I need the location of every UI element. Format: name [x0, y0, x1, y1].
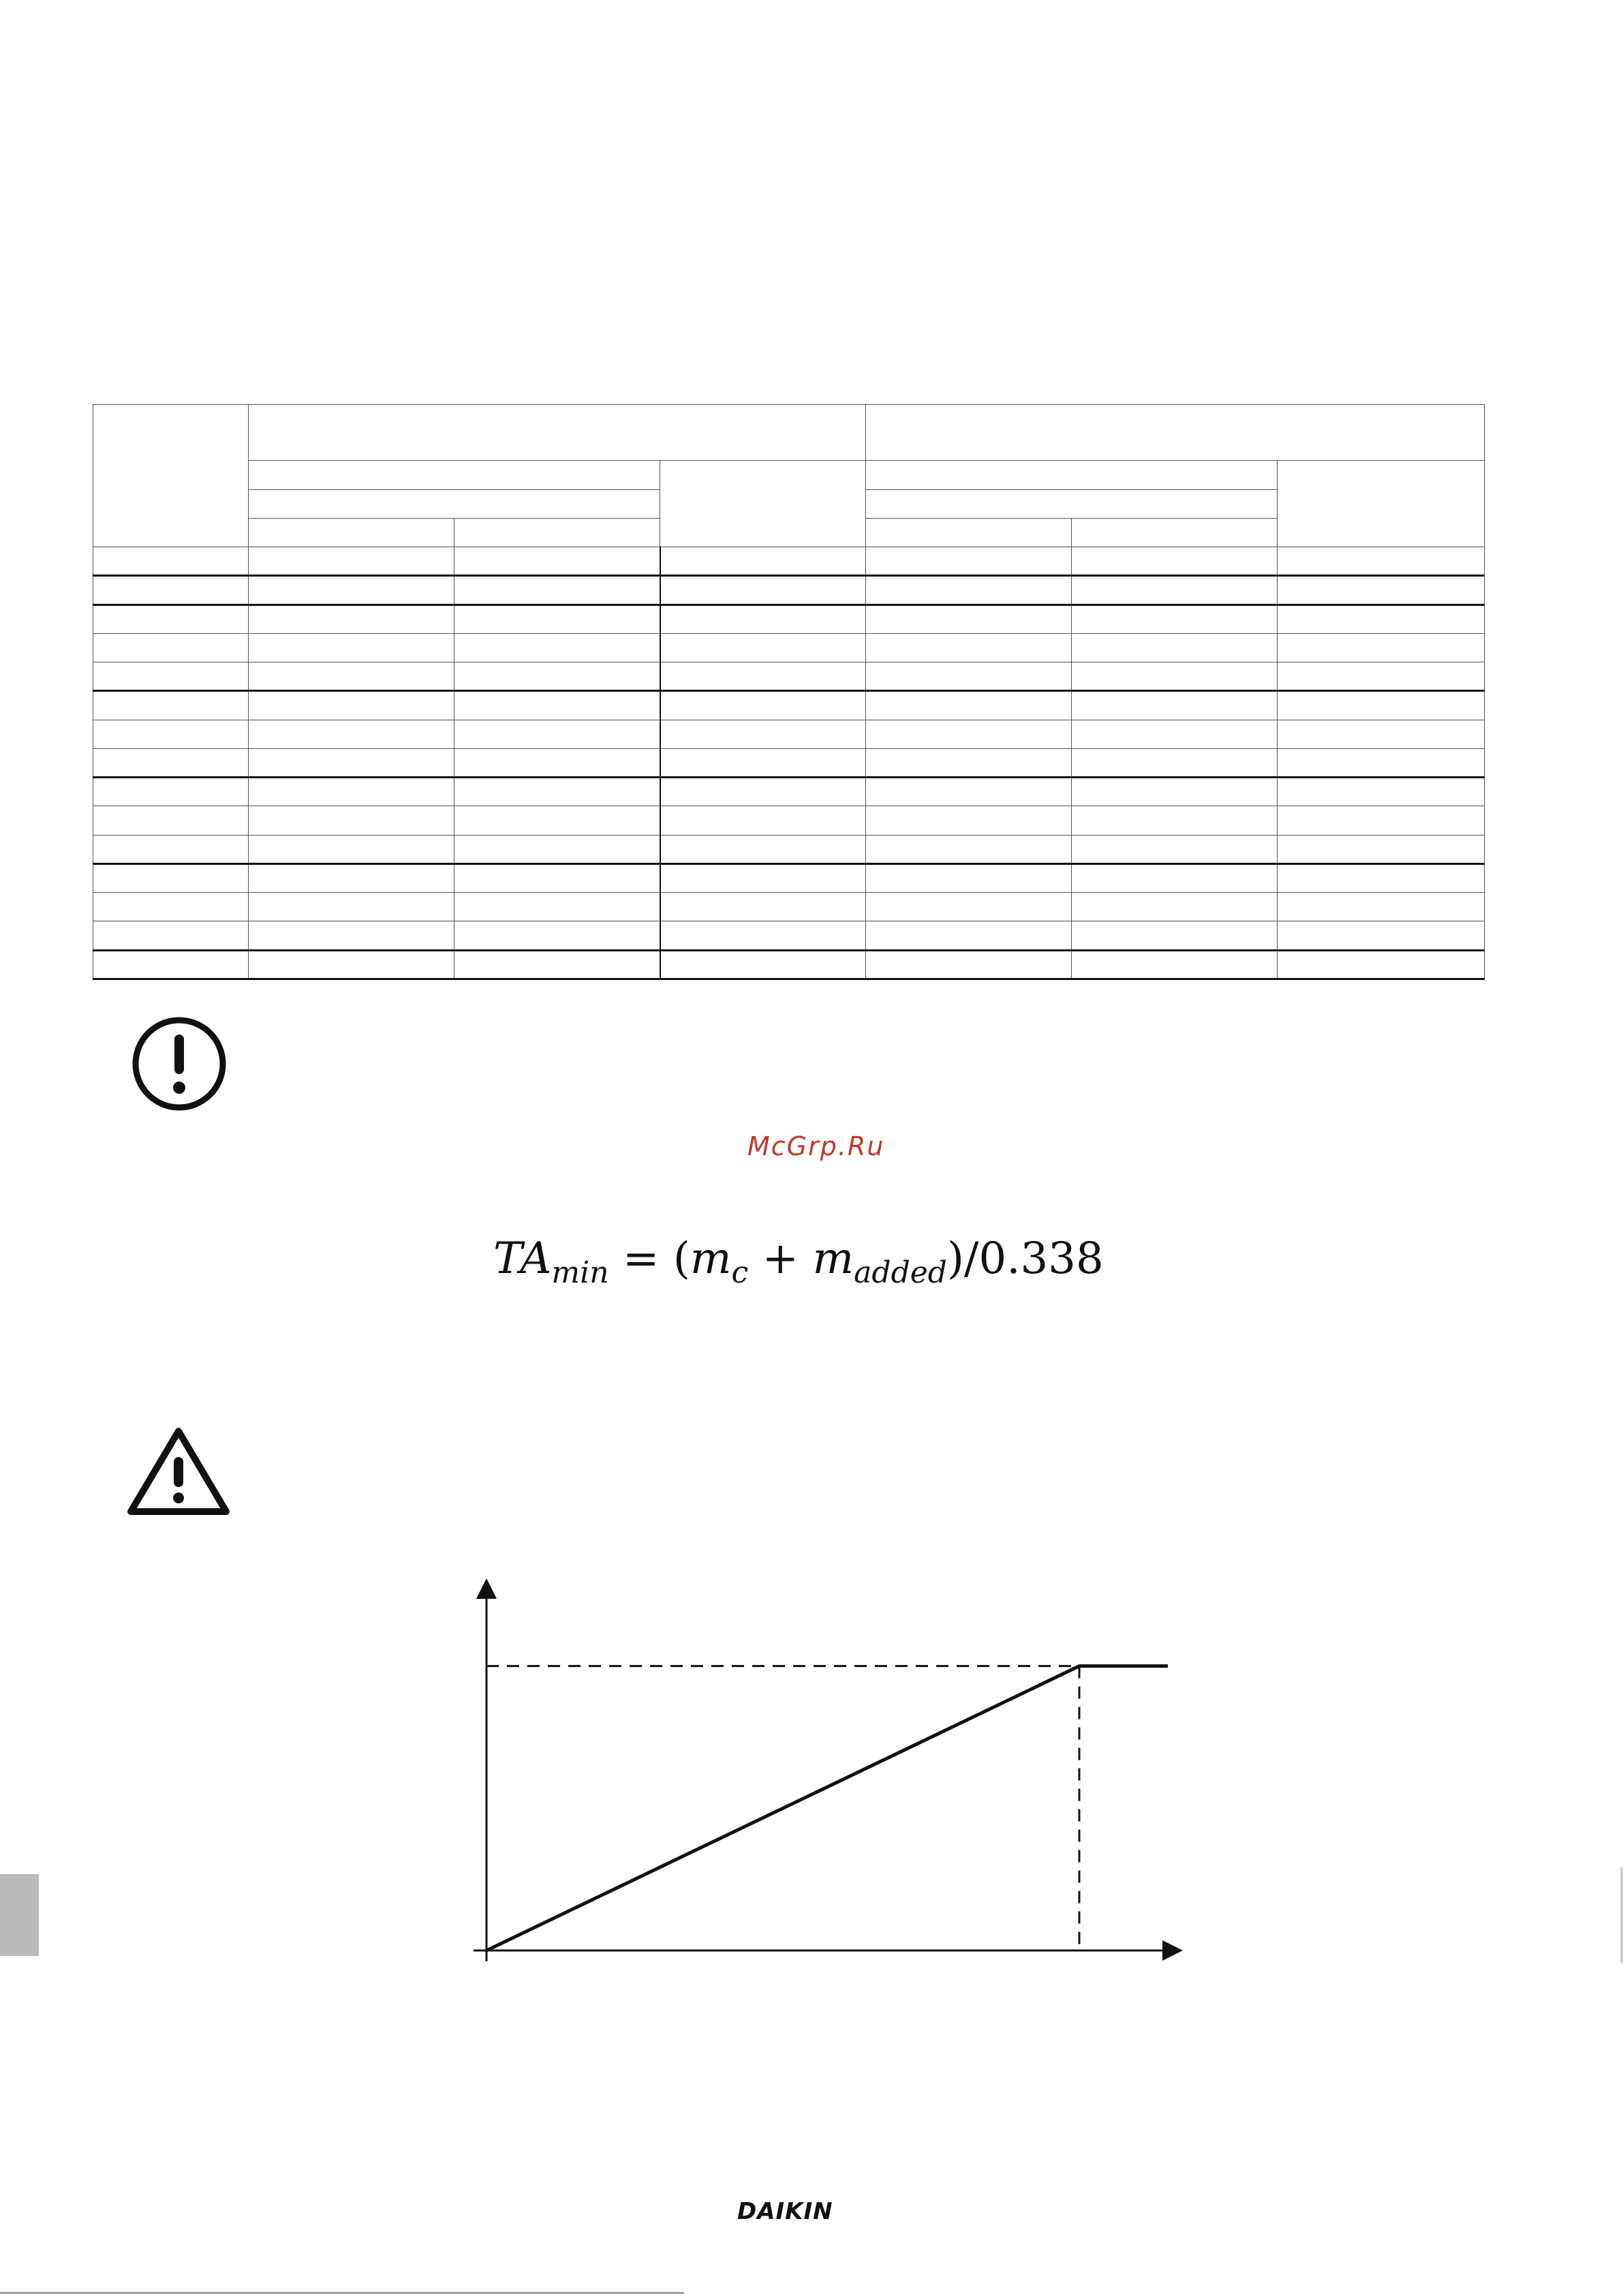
warning-triangle-icon [125, 1424, 232, 1520]
table-column-header [454, 518, 660, 547]
table-subheader [1278, 461, 1485, 547]
table-row [93, 576, 1485, 604]
table-row [93, 633, 1485, 662]
charge-table [93, 404, 1485, 980]
table-column-header [866, 518, 1072, 547]
table-row [93, 950, 1485, 979]
edge-mark [1620, 1867, 1623, 1963]
table-row [93, 720, 1485, 748]
table-row [93, 604, 1485, 633]
table-row [93, 806, 1485, 835]
table-column-header [1072, 518, 1278, 547]
table-row [93, 691, 1485, 720]
table-row [93, 921, 1485, 950]
watermark: McGrp.Ru [747, 1131, 885, 1161]
table-row [93, 863, 1485, 892]
table-row [93, 547, 1485, 576]
side-tab [0, 1874, 39, 1956]
brand-logo: DAIKIN [737, 2198, 833, 2225]
table-row [93, 835, 1485, 863]
table-subheader [866, 461, 1278, 489]
table-group-header-1 [249, 405, 866, 461]
table-group-header-2 [866, 405, 1485, 461]
table-subheader [660, 461, 866, 547]
series-line-0 [486, 1666, 1168, 1950]
table-corner-cell [93, 405, 249, 547]
footer-rule [0, 2292, 684, 2294]
formula: $TA_{min} = (m_c + m_{added})/0.338$ [493, 1234, 1104, 1290]
table-row [93, 778, 1485, 806]
table-row [93, 893, 1485, 921]
table-row [93, 748, 1485, 777]
exclamation-circle-icon [129, 1014, 229, 1114]
limit-chart [470, 1567, 1192, 1976]
table-row [93, 662, 1485, 691]
table-subheader [249, 461, 660, 489]
table-column-header [249, 518, 454, 547]
table-subheader [866, 489, 1278, 518]
table-subheader [249, 489, 660, 518]
